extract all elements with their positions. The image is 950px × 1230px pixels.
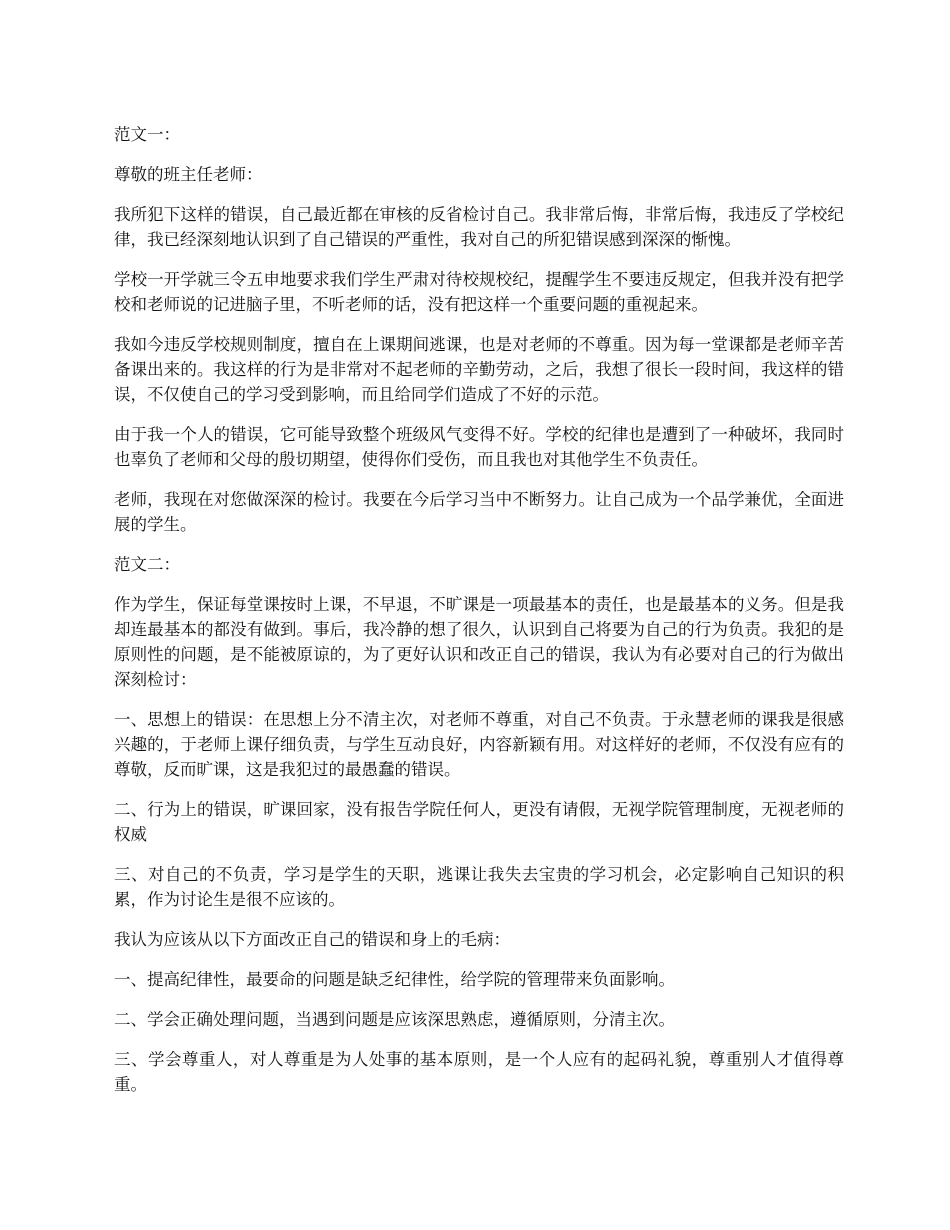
body-paragraph: 老师，我现在对您做深深的检讨。我要在今后学习当中不断努力。让自己成为一个品学兼优，全面进展的学生。 [114,490,844,534]
list-item: 三、学会尊重人，对人尊重是为人处事的基本原则，是一个人应有的起码礼貌，尊重别人才值得尊重。 [114,1050,844,1094]
list-item: 一、思想上的错误：在思想上分不清主次，对老师不尊重，对自己不负责。于永慧老师的课我是很感兴趣的，于老师上课仔细负责，与学生互动良好，内容新颖有用。对这样好的老师，不仅没有应有的尊敬，反而旷课，这是我犯过的最愚蠢的错误。 [114,710,844,779]
body-paragraph: 作为学生，保证每堂课按时上课，不早退，不旷课是一项最基本的责任，也是最基本的义务。但是我却连最基本的都没有做到。事后，我冷静的想了很久，认识到自己将要为自己的行为负责。我犯的是原则性的问题，是不能被原谅的，为了更好认识和改正自己的错误，我认为有必要对自己的行为做出深刻检讨： [114,595,844,689]
salutation: 尊敬的班主任老师： [114,165,263,184]
body-paragraph: 由于我一个人的错误，它可能导致整个班级风气变得不好。学校的纪律也是遭到了一种破坏，我同时也辜负了老师和父母的殷切期望，使得你们受伤，而且我也对其他学生不负责任。 [114,425,844,469]
list-item: 三、对自己的不负责，学习是学生的天职，逃课让我失去宝贵的学习机会，必定影响自己知识的积累，作为讨论生是很不应该的。 [114,865,844,909]
sample-one-heading: 范文一： [114,125,180,144]
body-paragraph: 我如今违反学校规则制度，擅自在上课期间逃课，也是对老师的不尊重。因为每一堂课都是老师辛苦备课出来的。我这样的行为是非常对不起老师的辛勤劳动，之后，我想了很长一段时间，我这样的错误，不仅使自己的学习受到影响，而且给同学们造成了不好的示范。 [114,335,844,404]
list-item: 二、行为上的错误，旷课回家，没有报告学院任何人，更没有请假，无视学院管理制度，无视老师的权威 [114,800,844,844]
list-item: 二、学会正确处理问题，当遇到问题是应该深思熟虑，遵循原则，分清主次。 [114,1010,675,1029]
body-paragraph: 学校一开学就三令五申地要求我们学生严肃对待校规校纪，提醒学生不要违反规定，但我并没有把学校和老师说的记进脑子里，不听老师的话，没有把这样一个重要问题的重视起来。 [114,270,844,314]
sample-two-heading: 范文二： [114,555,180,574]
list-item: 一、提高纪律性，最要命的问题是缺乏纪律性，给学院的管理带来负面影响。 [114,970,675,989]
body-paragraph: 我所犯下这样的错误，自己最近都在审核的反省检讨自己。我非常后悔，非常后悔，我违反了学校纪律，我已经深刻地认识到了自己错误的严重性，我对自己的所犯错误感到深深的惭愧。 [114,205,844,249]
body-paragraph: 我认为应该从以下方面改正自己的错误和身上的毛病： [114,930,510,949]
document-page [114,122,844,1112]
